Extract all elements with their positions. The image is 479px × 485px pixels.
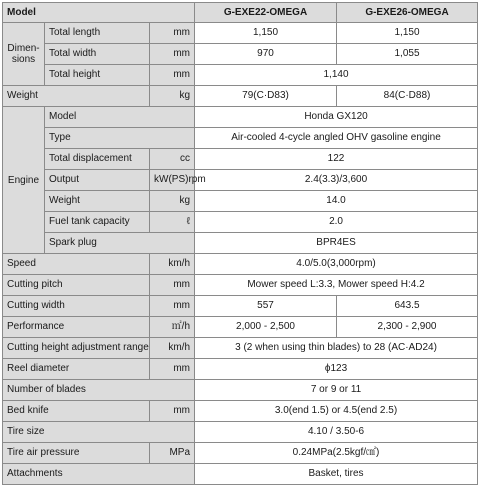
spec-unit: mm bbox=[150, 44, 195, 65]
model-b-header: G-EXE26-OMEGA bbox=[337, 3, 478, 23]
spec-row-fuel-tank bbox=[3, 212, 478, 233]
spec-row-engine-weight bbox=[3, 191, 478, 212]
spec-name: Speed bbox=[3, 254, 150, 275]
spec-unit: mm bbox=[150, 296, 195, 317]
spec-unit: km/h bbox=[150, 338, 195, 359]
value-model-b: 84(C·D88) bbox=[337, 86, 478, 107]
value-model-a: 970 bbox=[195, 44, 337, 65]
value-shared: Honda GX120 bbox=[195, 107, 478, 128]
category-dimensions: Dimen-sions bbox=[3, 23, 45, 86]
value-model-a: 79(C·D83) bbox=[195, 86, 337, 107]
value-shared: Mower speed L:3.3, Mower speed H:4.2 bbox=[195, 275, 478, 296]
spec-unit: mm bbox=[150, 359, 195, 380]
spec-name: Total displacement bbox=[45, 149, 150, 170]
spec-name: Reel diameter bbox=[3, 359, 150, 380]
spec-unit: ㎡/h bbox=[150, 317, 195, 338]
spec-row-engine-type bbox=[3, 128, 478, 149]
spec-unit: kg bbox=[150, 191, 195, 212]
value-model-a: 1,150 bbox=[195, 23, 337, 44]
spec-name: Weight bbox=[3, 86, 150, 107]
spec-unit: mm bbox=[150, 275, 195, 296]
header-row bbox=[3, 3, 478, 23]
spec-name: Total width bbox=[45, 44, 150, 65]
spec-unit: kW(PS)rpm bbox=[150, 170, 195, 191]
value-model-b: 1,150 bbox=[337, 23, 478, 44]
value-shared: 0.24MPa(2.5kgf/㎠) bbox=[195, 443, 478, 464]
spec-row-attachments bbox=[3, 464, 478, 485]
value-model-a: 557 bbox=[195, 296, 337, 317]
value-shared: 7 or 9 or 11 bbox=[195, 380, 478, 401]
spec-row-performance bbox=[3, 317, 478, 338]
spec-row-engine-model bbox=[3, 107, 478, 128]
spec-row-total-length bbox=[3, 23, 478, 44]
spec-name: Type bbox=[45, 128, 195, 149]
value-model-b: 1,055 bbox=[337, 44, 478, 65]
spec-name: Output bbox=[45, 170, 150, 191]
value-shared: 3.0(end 1.5) or 4.5(end 2.5) bbox=[195, 401, 478, 422]
value-shared: 3 (2 when using thin blades) to 28 (AC·AD24) bbox=[195, 338, 478, 359]
spec-name: Total height bbox=[45, 65, 150, 86]
model-header-label: Model bbox=[3, 3, 195, 23]
spec-name: Fuel tank capacity bbox=[45, 212, 150, 233]
spec-row-tire-size bbox=[3, 422, 478, 443]
spec-name: Cutting height adjustment range bbox=[3, 338, 150, 359]
category-engine: Engine bbox=[3, 107, 45, 254]
spec-unit: mm bbox=[150, 23, 195, 44]
spec-unit: mm bbox=[150, 65, 195, 86]
value-model-b: 2,300 - 2,900 bbox=[337, 317, 478, 338]
value-shared: Basket, tires bbox=[195, 464, 478, 485]
spec-row-spark-plug bbox=[3, 233, 478, 254]
spec-name: Cutting pitch bbox=[3, 275, 150, 296]
value-shared: 4.0/5.0(3,000rpm) bbox=[195, 254, 478, 275]
spec-unit: km/h bbox=[150, 254, 195, 275]
value-model-b: 643.5 bbox=[337, 296, 478, 317]
spec-name: Tire air pressure bbox=[3, 443, 150, 464]
value-shared: 2.0 bbox=[195, 212, 478, 233]
spec-row-weight bbox=[3, 86, 478, 107]
spec-row-total-height bbox=[3, 65, 478, 86]
spec-unit: ℓ bbox=[150, 212, 195, 233]
spec-row-reel-diameter bbox=[3, 359, 478, 380]
spec-row-displacement bbox=[3, 149, 478, 170]
value-shared: BPR4ES bbox=[195, 233, 478, 254]
spec-name: Total length bbox=[45, 23, 150, 44]
value-shared: 14.0 bbox=[195, 191, 478, 212]
spec-unit: mm bbox=[150, 401, 195, 422]
spec-unit: kg bbox=[150, 86, 195, 107]
spec-name: Number of blades bbox=[3, 380, 195, 401]
spec-row-speed bbox=[3, 254, 478, 275]
spec-name: Attachments bbox=[3, 464, 195, 485]
spec-row-cutting-pitch bbox=[3, 275, 478, 296]
value-model-a: 2,000 - 2,500 bbox=[195, 317, 337, 338]
spec-name: Performance bbox=[3, 317, 150, 338]
spec-name: Model bbox=[45, 107, 195, 128]
spec-row-bed-knife bbox=[3, 401, 478, 422]
spec-row-output bbox=[3, 170, 478, 191]
spec-unit: MPa bbox=[150, 443, 195, 464]
spec-row-number-of-blades bbox=[3, 380, 478, 401]
model-a-header: G-EXE22-OMEGA bbox=[195, 3, 337, 23]
spec-name: Bed knife bbox=[3, 401, 150, 422]
spec-name: Weight bbox=[45, 191, 150, 212]
value-shared: 4.10 / 3.50-6 bbox=[195, 422, 478, 443]
spec-name: Tire size bbox=[3, 422, 195, 443]
spec-name: Cutting width bbox=[3, 296, 150, 317]
spec-table bbox=[2, 2, 478, 485]
spec-unit: cc bbox=[150, 149, 195, 170]
spec-name: Spark plug bbox=[45, 233, 195, 254]
value-shared: 122 bbox=[195, 149, 478, 170]
value-shared: Air-cooled 4-cycle angled OHV gasoline engine bbox=[195, 128, 478, 149]
spec-row-tire-air-pressure bbox=[3, 443, 478, 464]
spec-row-total-width bbox=[3, 44, 478, 65]
value-shared: 2.4(3.3)/3,600 bbox=[195, 170, 478, 191]
spec-row-cutting-height-adjustment bbox=[3, 338, 478, 359]
spec-row-cutting-width bbox=[3, 296, 478, 317]
value-shared: ϕ123 bbox=[195, 359, 478, 380]
value-shared: 1,140 bbox=[195, 65, 478, 86]
